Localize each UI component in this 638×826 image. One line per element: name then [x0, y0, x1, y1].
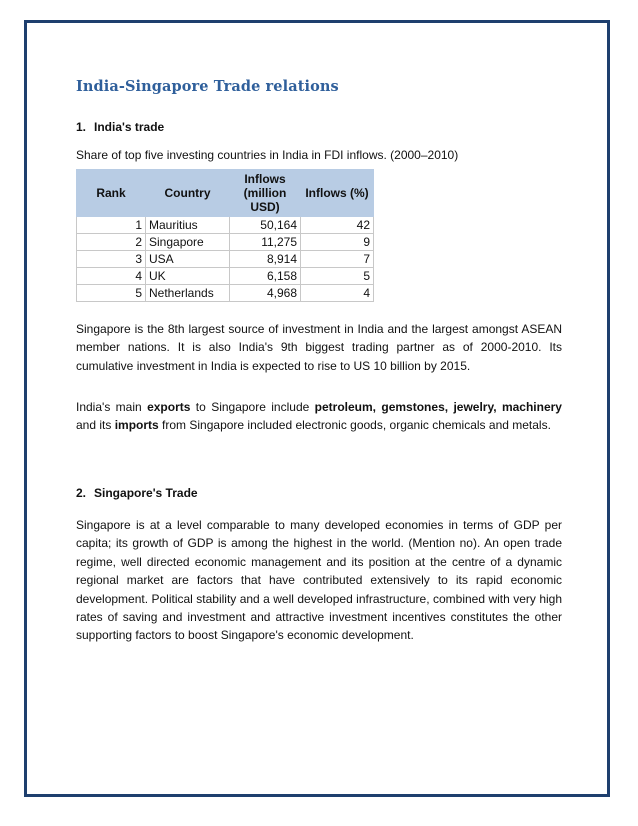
document-title: India-Singapore Trade relations	[76, 78, 339, 95]
cell-inflows: 50,164	[230, 217, 301, 234]
cell-percent: 42	[301, 217, 374, 234]
cell-percent: 5	[301, 268, 374, 285]
section-1-heading	[76, 120, 164, 134]
cell-inflows: 8,914	[230, 251, 301, 268]
cell-country: UK	[146, 268, 230, 285]
table-row	[77, 217, 374, 234]
table-row	[77, 285, 374, 302]
header-inflows-usd: Inflows (million USD)	[230, 170, 301, 217]
table-row	[77, 251, 374, 268]
text-run: India's main	[76, 400, 148, 414]
section-2-heading	[76, 486, 198, 500]
section-2-number: 2.	[76, 486, 87, 500]
cell-rank: 4	[77, 268, 146, 285]
cell-inflows: 6,158	[230, 268, 301, 285]
table-row	[77, 234, 374, 251]
cell-country: USA	[146, 251, 230, 268]
cell-percent: 9	[301, 234, 374, 251]
cell-percent: 7	[301, 251, 374, 268]
table-header-row	[77, 170, 374, 217]
text-run: from Singapore included electronic goods, organic chemicals and metals.	[158, 418, 551, 433]
fdi-table	[76, 169, 374, 302]
cell-rank: 1	[77, 217, 146, 234]
section-1-paragraph-investment: Singapore is the 8th largest source of investment in India and the largest amongst ASEAN member nations. It is also India's 9th biggest trading partner as of 2000-2010. Its cumulative investment in India is expected to rise to US 10 billion by 2015.	[76, 322, 562, 373]
text-run: and its	[76, 418, 115, 433]
keyword-export-goods: petroleum, gemstones, jewelry, machinery	[314, 400, 562, 414]
table-caption: Share of top five investing countries in India in FDI inflows. (2000–2010)	[76, 148, 459, 162]
header-inflows-pct: Inflows (%)	[301, 170, 374, 217]
cell-country: Mauritius	[146, 217, 230, 234]
cell-percent: 4	[301, 285, 374, 302]
text-run: to Singapore include	[190, 400, 315, 414]
cell-inflows: 4,968	[230, 285, 301, 302]
header-country: Country	[146, 170, 230, 217]
section-1-number: 1.	[76, 120, 87, 134]
section-1-paragraph-exports	[76, 398, 562, 435]
section-1-title: India's trade	[94, 120, 165, 134]
keyword-exports: exports	[147, 400, 191, 414]
cell-rank: 5	[77, 285, 146, 302]
cell-country: Netherlands	[146, 285, 230, 302]
table-row	[77, 268, 374, 285]
cell-inflows: 11,275	[230, 234, 301, 251]
section-2-paragraph: Singapore is at a level comparable to many developed economies in terms of GDP per capita; its growth of GDP is among the highest in the world. (Mention no). An open trade regime, well directed economic management and its position at the centre of a dynamic regional market are factors that have contributed extensively to its rapid economic development. Political stability and a well developed infrastructure, combined with very high rates of saving and investment and attractive investment incentives constitutes the other supporting factors to boost Singapore's economic development.	[76, 518, 562, 643]
keyword-imports: imports	[114, 418, 159, 433]
cell-country: Singapore	[146, 234, 230, 251]
cell-rank: 2	[77, 234, 146, 251]
section-2-title: Singapore's Trade	[94, 486, 198, 500]
cell-rank: 3	[77, 251, 146, 268]
header-rank: Rank	[77, 170, 146, 217]
